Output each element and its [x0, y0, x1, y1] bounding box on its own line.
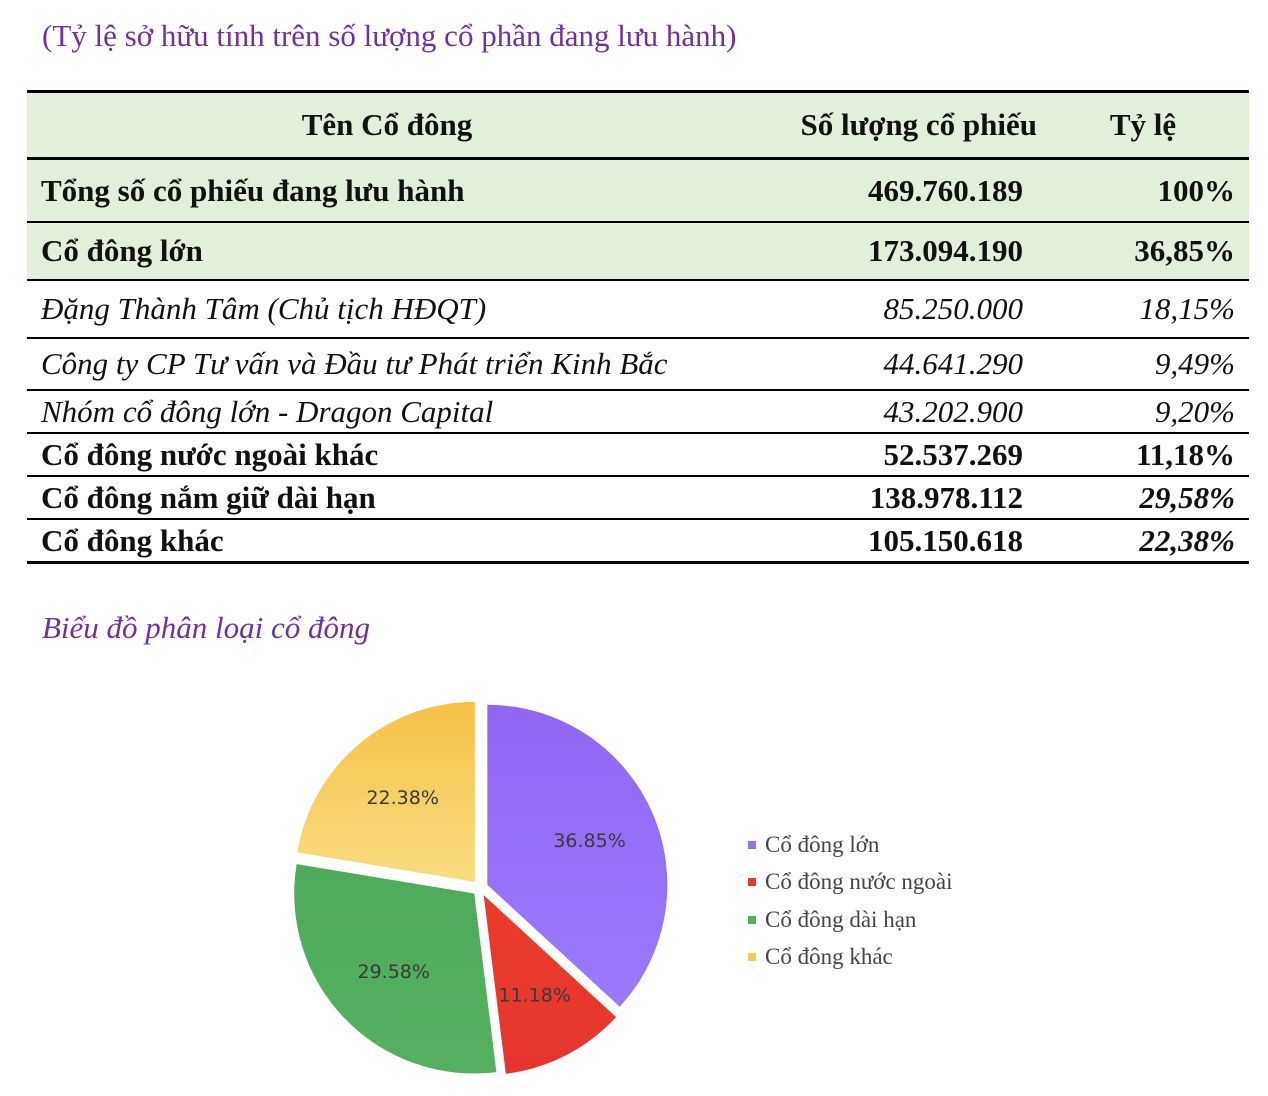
legend-swatch [748, 953, 756, 961]
legend-item [748, 826, 953, 864]
row-name: Cổ đông nước ngoài khác [27, 433, 747, 476]
row-shares: 138.978.112 [747, 476, 1037, 519]
row-ratio: 18,15% [1037, 280, 1249, 338]
legend-item [748, 864, 953, 902]
header-shares: Số lượng cổ phiếu [747, 92, 1037, 159]
legend-label: Cổ đông nước ngoài [765, 869, 953, 895]
legend-swatch [748, 916, 756, 924]
row-shares: 44.641.290 [747, 338, 1037, 390]
row-name: Cổ đông lớn [27, 222, 747, 280]
row-shares: 105.150.618 [747, 519, 1037, 563]
chart-title: Biểu đồ phân loại cổ đông [42, 610, 371, 645]
row-shares: 469.760.189 [747, 159, 1037, 223]
legend-item [748, 901, 953, 939]
row-ratio: 100% [1037, 159, 1249, 223]
pie-data-label: 22.38% [366, 786, 439, 809]
row-ratio: 9,49% [1037, 338, 1249, 390]
row-shares: 173.094.190 [747, 222, 1037, 280]
legend-label: Cổ đông khác [765, 944, 893, 970]
legend-swatch [748, 878, 756, 886]
row-name: Cổ đông nắm giữ dài hạn [27, 476, 747, 519]
row-name: Cổ đông khác [27, 519, 747, 563]
row-ratio: 22,38% [1037, 519, 1249, 563]
row-shares: 85.250.000 [747, 280, 1037, 338]
legend-label: Cổ đông dài hạn [765, 906, 917, 932]
row-ratio: 9,20% [1037, 390, 1249, 433]
header-ratio: Tỷ lệ [1037, 92, 1249, 159]
row-ratio: 36,85% [1037, 222, 1249, 280]
pie-data-label: 29.58% [357, 960, 430, 983]
pie-data-label: 11.18% [498, 984, 571, 1007]
row-shares: 43.202.900 [747, 390, 1037, 433]
row-name: Nhóm cổ đông lớn - Dragon Capital [27, 390, 747, 433]
table-subtitle: (Tỷ lệ sở hữu tính trên số lượng cổ phần đang lưu hành) [42, 18, 737, 53]
row-ratio: 29,58% [1037, 476, 1249, 519]
row-name: Đặng Thành Tâm (Chủ tịch HĐQT) [27, 280, 747, 338]
legend-swatch [748, 841, 756, 849]
chart-legend [748, 826, 953, 976]
legend-item [748, 939, 953, 977]
pie-data-label: 36.85% [553, 829, 626, 852]
legend-label: Cổ đông lớn [765, 831, 880, 857]
row-ratio: 11,18% [1037, 433, 1249, 476]
row-name: Tổng số cổ phiếu đang lưu hành [27, 159, 747, 223]
header-name: Tên Cổ đông [27, 92, 747, 159]
row-shares: 52.537.269 [747, 433, 1037, 476]
row-name: Công ty CP Tư vấn và Đầu tư Phát triển Kinh Bắc [27, 338, 747, 390]
